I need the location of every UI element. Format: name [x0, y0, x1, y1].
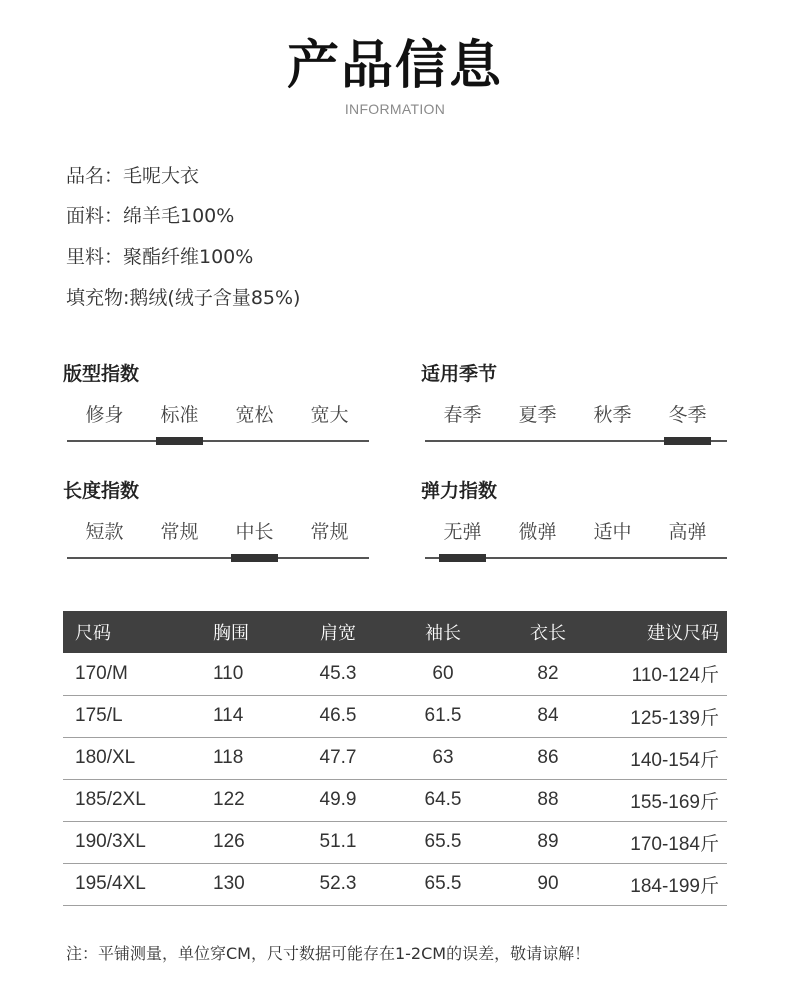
info-product-name: 品名：毛呢大衣 — [66, 165, 200, 187]
table-cell: 63 — [393, 737, 493, 779]
table-cell: 130 — [213, 863, 283, 905]
table-cell: 65.5 — [393, 821, 493, 863]
table-cell: 175/L — [63, 695, 213, 737]
table-cell: 60 — [393, 653, 493, 695]
fit-index — [63, 362, 369, 472]
length-option: 中长 — [235, 521, 274, 543]
table-cell: 140-154斤 — [603, 737, 727, 779]
table-cell: 90 — [493, 863, 603, 905]
stretch-index-title: 弹力指数 — [421, 480, 498, 502]
fit-scale-line — [67, 440, 369, 442]
table-cell: 155-169斤 — [603, 779, 727, 821]
stretch-option: 适中 — [593, 521, 632, 543]
length-option: 常规 — [310, 521, 349, 543]
table-cell: 84 — [493, 695, 603, 737]
table-cell: 110-124斤 — [603, 653, 727, 695]
fit-option: 修身 — [85, 404, 124, 426]
column-header: 衣长 — [493, 611, 603, 653]
size-table — [63, 611, 727, 906]
table-cell: 190/3XL — [63, 821, 213, 863]
table-row — [63, 779, 727, 821]
stretch-option: 无弹 — [443, 521, 482, 543]
table-cell: 51.1 — [283, 821, 393, 863]
table-row — [63, 695, 727, 737]
season-option: 夏季 — [518, 404, 557, 426]
table-cell: 110 — [213, 653, 283, 695]
table-cell: 65.5 — [393, 863, 493, 905]
page-title: 产品信息 — [286, 36, 503, 96]
info-lining: 里料：聚酯纤维100% — [66, 246, 254, 268]
fit-selected-marker — [156, 437, 203, 445]
column-header: 肩宽 — [283, 611, 393, 653]
table-cell: 64.5 — [393, 779, 493, 821]
stretch-option: 高弹 — [668, 521, 707, 543]
column-header: 袖长 — [393, 611, 493, 653]
size-table-header — [63, 611, 727, 653]
season-option: 春季 — [443, 404, 482, 426]
table-cell: 45.3 — [283, 653, 393, 695]
table-cell: 82 — [493, 653, 603, 695]
table-cell: 185/2XL — [63, 779, 213, 821]
table-row — [63, 821, 727, 863]
length-index — [63, 479, 369, 589]
table-cell: 88 — [493, 779, 603, 821]
fit-index-title: 版型指数 — [63, 363, 140, 385]
season-selected-marker — [664, 437, 711, 445]
column-header: 建议尺码 — [603, 611, 727, 653]
column-header: 尺码 — [63, 611, 213, 653]
length-selected-marker — [231, 554, 278, 562]
table-row — [63, 653, 727, 695]
table-cell: 61.5 — [393, 695, 493, 737]
table-cell: 122 — [213, 779, 283, 821]
table-cell: 86 — [493, 737, 603, 779]
season-option: 秋季 — [593, 404, 632, 426]
season-option: 冬季 — [668, 404, 707, 426]
fit-option: 宽大 — [310, 404, 349, 426]
table-cell: 46.5 — [283, 695, 393, 737]
table-cell: 195/4XL — [63, 863, 213, 905]
table-cell: 126 — [213, 821, 283, 863]
stretch-option: 微弹 — [518, 521, 557, 543]
fit-option: 标准 — [160, 404, 199, 426]
table-cell: 125-139斤 — [603, 695, 727, 737]
season-index-title: 适用季节 — [421, 363, 498, 385]
table-cell: 170/M — [63, 653, 213, 695]
table-cell: 184-199斤 — [603, 863, 727, 905]
table-cell: 114 — [213, 695, 283, 737]
table-row — [63, 737, 727, 779]
length-scale-line — [67, 557, 369, 559]
table-row — [63, 863, 727, 905]
table-cell: 170-184斤 — [603, 821, 727, 863]
length-option: 常规 — [160, 521, 199, 543]
table-cell: 49.9 — [283, 779, 393, 821]
table-cell: 118 — [213, 737, 283, 779]
table-cell: 47.7 — [283, 737, 393, 779]
length-index-title: 长度指数 — [63, 480, 140, 502]
season-index — [421, 362, 727, 472]
fit-option: 宽松 — [235, 404, 274, 426]
stretch-index — [421, 479, 727, 589]
info-filling: 填充物:鹅绒(绒子含量85%) — [66, 287, 301, 309]
page-subtitle: INFORMATION — [344, 101, 446, 117]
measurement-note: 注：平铺测量，单位穿CM，尺寸数据可能存在1-2CM的误差，敬请谅解！ — [66, 944, 591, 963]
table-cell: 89 — [493, 821, 603, 863]
column-header: 胸围 — [213, 611, 283, 653]
table-cell: 180/XL — [63, 737, 213, 779]
stretch-selected-marker — [439, 554, 486, 562]
table-cell: 52.3 — [283, 863, 393, 905]
length-option: 短款 — [85, 521, 124, 543]
info-fabric: 面料：绵羊毛100% — [66, 205, 235, 227]
